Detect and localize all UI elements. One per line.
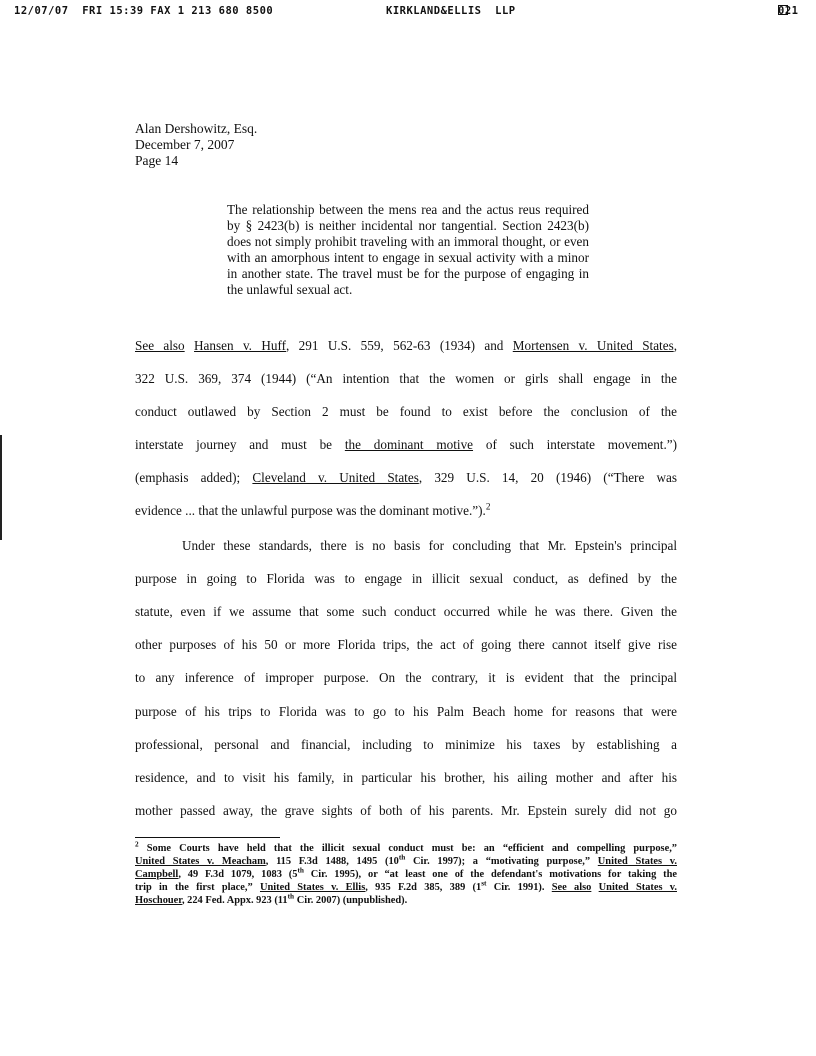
- body-line: residence, and to visit his family, in particular his brother, his ailing mother and after his: [135, 770, 677, 785]
- footnote-divider: [135, 837, 280, 838]
- footnote-line: Hoschouer, 224 Fed. Appx. 923 (11th Cir. 2007) (unpublished).: [135, 892, 408, 906]
- fax-header-left: 12/07/07 FRI 15:39 FAX 1 213 680 8500: [14, 5, 274, 17]
- case-cite-us-v: United States v.: [597, 856, 677, 867]
- fax-header: [0, 5, 816, 21]
- body-line: Under these standards, there is no basis for concluding that Mr. Epstein's principal: [182, 538, 677, 553]
- body-line: evidence ... that the unlawful purpose was the dominant motive.”).$^2$: [135, 501, 491, 518]
- body-line: mother passed away, the grave sights of both of his parents. Mr. Epstein surely did not go: [135, 803, 677, 818]
- body-line: purpose in going to Florida was to engage in illicit sexual conduct, as defined by the: [135, 571, 677, 586]
- recipient-name: Alan Dershowitz, Esq.: [135, 121, 258, 136]
- letter-date: December 7, 2007: [135, 137, 235, 152]
- footnote-line: trip in the first place,” United States v. Ellis, 935 F.2d 385, 389 (1st Cir. 1991). See also United States v.: [135, 879, 677, 893]
- body-line: purpose of his trips to Florida was to go to his Palm Beach home for reasons that were: [135, 704, 677, 719]
- letter-header: [135, 121, 257, 169]
- case-cite-us-v: United States v.: [598, 882, 677, 893]
- signal-see-also: See also: [135, 338, 185, 353]
- scan-edge-mark: [0, 435, 2, 540]
- footnote-ref: 2: [485, 501, 491, 512]
- body-line: 322 U.S. 369, 374 (1944) (“An intention that the women or girls shall engage in the: [135, 371, 677, 386]
- block-quote: The relationship between the mens rea and the actus reus required by § 2423(b) is neither incidental nor tangential. Section 2423(b) does not simply prohibit traveling with an immoral thought, or even with an amorphous intent to engage in sexual activity with a minor in another state. The travel must be for the purpose of engaging in the unlawful sexual act.: [227, 202, 589, 297]
- emphasis-dominant-motive: the dominant motive: [344, 437, 474, 452]
- body-line: conduct outlawed by Section 2 must be found to exist before the conclusion of the: [135, 404, 677, 419]
- footnote-line: $^2$ Some Courts have held that the illicit sexual conduct must be: an “efficient and compelling purpose,”: [135, 840, 677, 854]
- signal-see-also: See also: [551, 882, 592, 893]
- case-cite-cleveland: Cleveland v. United States: [252, 470, 419, 485]
- footnote-line: United States v. Meacham, 115 F.3d 1488, 1495 (10th Cir. 1997); a “motivating purpose,” United States v.: [135, 853, 677, 867]
- body-line: other purposes of his 50 or more Florida trips, the act of going there cannot itself give rise: [135, 637, 677, 652]
- case-cite-hoschouer: Hoschouer: [135, 895, 182, 906]
- body-line: to any inference of improper purpose. On the contrary, it is evident that the principal: [135, 670, 677, 685]
- body-line: See also Hansen v. Huff, 291 U.S. 559, 562-63 (1934) and Mortensen v. United States,: [135, 338, 677, 353]
- fax-header-firm: KIRKLAND&ELLIS LLP: [386, 5, 516, 17]
- case-cite-meacham: United States v. Meacham: [135, 856, 266, 867]
- body-line: (emphasis added); Cleveland v. United States, 329 U.S. 14, 20 (1946) (“There was: [135, 470, 677, 485]
- case-cite-campbell: Campbell: [135, 869, 179, 880]
- footnote-number: 2: [135, 840, 139, 849]
- case-cite-mortensen: Mortensen v. United States: [512, 338, 674, 353]
- body-line: professional, personal and financial, including to minimize his taxes by establishing a: [135, 737, 677, 752]
- footnote-line: Campbell, 49 F.3d 1079, 1083 (5th Cir. 1995), or “at least one of the defendant's motivations for taking the: [135, 866, 678, 880]
- body-line: statute, even if we assume that some such conduct occurred while he was there. Given the: [135, 604, 677, 619]
- page-label: Page 14: [135, 153, 179, 168]
- body-line: interstate journey and must be the dominant motive of such interstate movement.”): [135, 437, 677, 452]
- case-cite-ellis: United States v. Ellis: [259, 882, 366, 893]
- case-cite-hansen: Hansen v. Huff: [194, 338, 287, 353]
- fax-page-number-text: 021: [778, 5, 799, 17]
